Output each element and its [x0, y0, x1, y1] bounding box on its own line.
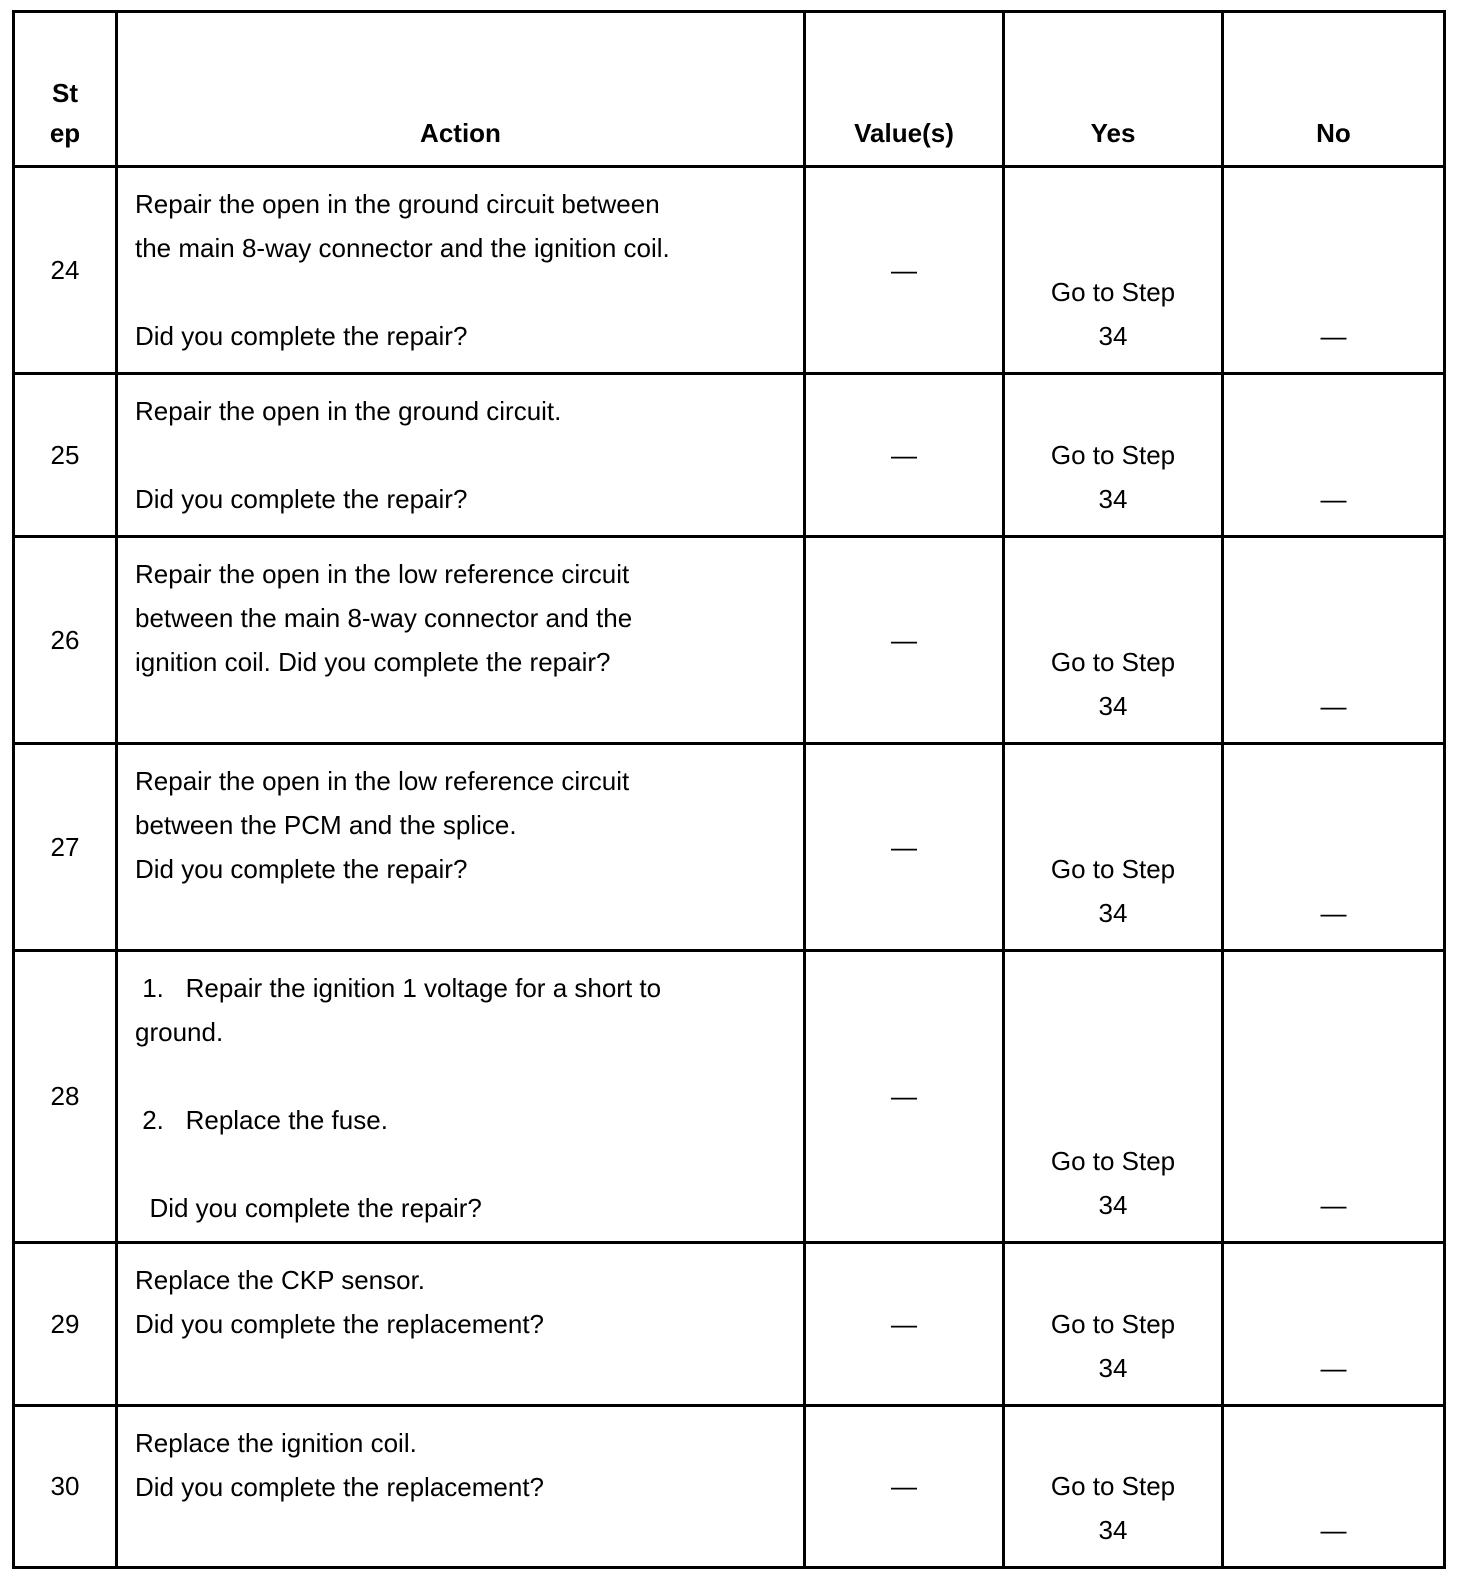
- action-line: Did you complete the repair?: [135, 1193, 482, 1223]
- action-line: the main 8-way connector and the ignition coil.: [135, 233, 670, 263]
- value-dash: —: [891, 831, 917, 862]
- no-cell: [1223, 744, 1445, 951]
- action-line: Did you complete the repair?: [135, 321, 468, 351]
- table-row: [14, 744, 1445, 951]
- action-cell: [117, 1243, 805, 1406]
- yes-cell: [1004, 1243, 1223, 1406]
- value-dash: —: [891, 254, 917, 285]
- value-dash: —: [891, 1471, 917, 1501]
- diagnostic-table: [12, 10, 1446, 1569]
- header-row: [14, 12, 1445, 167]
- action-line: 2. Replace the fuse.: [135, 1105, 388, 1135]
- no-cell: [1223, 167, 1445, 374]
- value-cell: [805, 1243, 1004, 1406]
- action-line: Did you complete the repair?: [135, 854, 468, 884]
- action-cell: [117, 1406, 805, 1568]
- no-cell: [1223, 1406, 1445, 1568]
- action-line: 1. Repair the ignition 1 voltage for a short to: [135, 973, 662, 1003]
- go-to-step-label: Go to Step: [1050, 854, 1176, 884]
- value-cell: [805, 374, 1004, 537]
- value-dash: —: [891, 624, 917, 655]
- go-to-step-number: 34: [1098, 1353, 1128, 1383]
- action-cell: [117, 744, 805, 951]
- action-line: Repair the open in the ground circuit between: [135, 189, 660, 219]
- action-line: Repair the open in the ground circuit.: [135, 396, 562, 426]
- go-to-step-label: Go to Step: [1050, 440, 1176, 470]
- action-line: ground.: [135, 1017, 224, 1047]
- table-row: [14, 1406, 1445, 1568]
- no-dash: —: [1320, 484, 1347, 514]
- action-line: Did you complete the replacement?: [135, 1472, 545, 1502]
- yes-cell: [1004, 167, 1223, 374]
- go-to-step-label: Go to Step: [1050, 1309, 1176, 1339]
- go-to-step-label: Go to Step: [1050, 277, 1176, 307]
- go-to-step-number: 34: [1098, 1190, 1128, 1220]
- step-number: 25: [14, 374, 117, 537]
- value-cell: [805, 167, 1004, 374]
- action-line: Replace the CKP sensor.: [135, 1265, 426, 1295]
- value-cell: [805, 951, 1004, 1243]
- header-action: Action: [117, 12, 805, 167]
- table-row: [14, 951, 1445, 1243]
- step-number: 26: [14, 537, 117, 744]
- yes-cell: [1004, 537, 1223, 744]
- value-cell: [805, 1406, 1004, 1568]
- action-spacer: [135, 433, 793, 477]
- value-cell: [805, 537, 1004, 744]
- table-row: [14, 167, 1445, 374]
- action-cell: [117, 167, 805, 374]
- action-line: Replace the ignition coil.: [135, 1428, 417, 1458]
- no-cell: [1223, 1243, 1445, 1406]
- header-values: Value(s): [805, 12, 1004, 167]
- header-yes: Yes: [1004, 12, 1223, 167]
- go-to-step-number: 34: [1098, 898, 1128, 928]
- go-to-step-number: 34: [1098, 484, 1128, 514]
- action-cell: [117, 951, 805, 1243]
- action-line: Repair the open in the low reference circuit: [135, 559, 630, 589]
- yes-cell: [1004, 374, 1223, 537]
- action-line: Did you complete the replacement?: [135, 1309, 545, 1339]
- action-line: Did you complete the repair?: [135, 484, 468, 514]
- no-dash: —: [1320, 1353, 1347, 1383]
- no-cell: [1223, 951, 1445, 1243]
- action-line: Repair the open in the low reference circuit: [135, 766, 630, 796]
- header-no: No: [1223, 12, 1445, 167]
- yes-cell: [1004, 744, 1223, 951]
- header-step: [14, 12, 117, 167]
- action-line: ignition coil. Did you complete the repair?: [135, 647, 611, 677]
- action-cell: [117, 374, 805, 537]
- step-number: 30: [14, 1406, 117, 1568]
- table-row: [14, 537, 1445, 744]
- no-dash: —: [1320, 898, 1347, 928]
- header-step-line1: St: [52, 78, 78, 108]
- no-dash: —: [1320, 1190, 1347, 1220]
- yes-cell: [1004, 1406, 1223, 1568]
- step-number: 24: [14, 167, 117, 374]
- no-dash: —: [1320, 691, 1347, 721]
- go-to-step-number: 34: [1098, 321, 1128, 351]
- go-to-step-number: 34: [1098, 691, 1128, 721]
- value-dash: —: [891, 1081, 917, 1111]
- go-to-step-number: 34: [1098, 1515, 1128, 1545]
- action-spacer: [135, 1054, 793, 1098]
- value-cell: [805, 744, 1004, 951]
- step-number: 29: [14, 1243, 117, 1406]
- go-to-step-label: Go to Step: [1050, 1471, 1176, 1501]
- action-line: between the main 8-way connector and the: [135, 603, 633, 633]
- yes-cell: [1004, 951, 1223, 1243]
- action-spacer: [135, 270, 793, 314]
- table-row: [14, 1243, 1445, 1406]
- table-row: [14, 374, 1445, 537]
- action-cell: [117, 537, 805, 744]
- no-cell: [1223, 374, 1445, 537]
- step-number: 28: [14, 951, 117, 1243]
- go-to-step-label: Go to Step: [1050, 647, 1176, 677]
- no-dash: —: [1320, 321, 1347, 351]
- action-spacer: [135, 1142, 793, 1186]
- header-step-line2: ep: [49, 118, 81, 148]
- no-cell: [1223, 537, 1445, 744]
- value-dash: —: [891, 439, 917, 470]
- go-to-step-label: Go to Step: [1050, 1146, 1176, 1176]
- value-dash: —: [891, 1308, 917, 1339]
- step-number: 27: [14, 744, 117, 951]
- no-dash: —: [1320, 1515, 1347, 1545]
- action-line: between the PCM and the splice.: [135, 810, 517, 840]
